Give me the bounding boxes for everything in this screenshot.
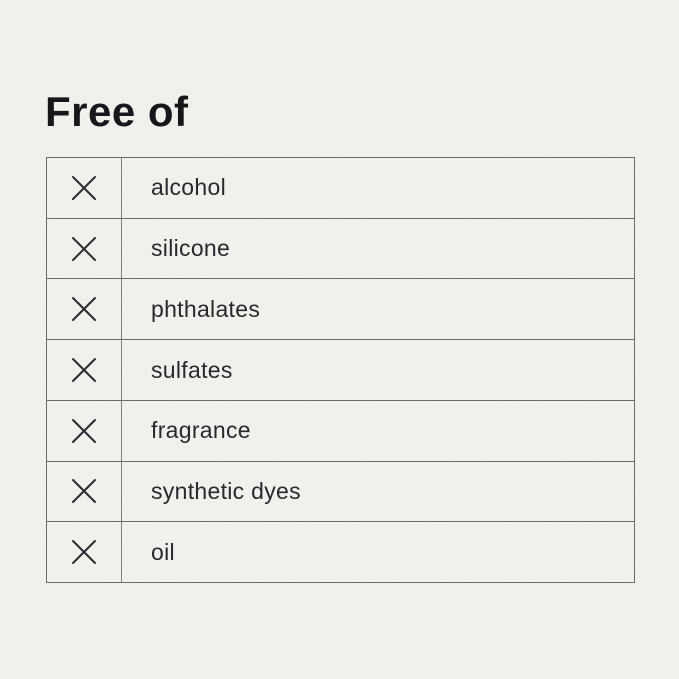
table-row bbox=[47, 219, 634, 280]
table-row bbox=[47, 401, 634, 462]
mark-cell bbox=[47, 401, 122, 461]
mark-cell bbox=[47, 522, 122, 582]
page-title: Free of bbox=[45, 88, 189, 135]
row-label: synthetic dyes bbox=[151, 477, 301, 504]
x-mark-icon bbox=[71, 478, 97, 504]
x-mark-icon bbox=[71, 357, 97, 383]
free-of-table bbox=[46, 157, 635, 583]
x-mark-icon bbox=[71, 175, 97, 201]
x-mark-icon bbox=[71, 236, 97, 262]
row-label: silicone bbox=[151, 235, 231, 262]
mark-cell bbox=[47, 462, 122, 522]
mark-cell bbox=[47, 219, 122, 279]
x-mark-icon bbox=[71, 418, 97, 444]
row-label: alcohol bbox=[151, 174, 226, 201]
mark-cell bbox=[47, 279, 122, 339]
mark-cell bbox=[47, 158, 122, 218]
table-row bbox=[47, 462, 634, 523]
table-row bbox=[47, 158, 634, 219]
x-mark-icon bbox=[71, 296, 97, 322]
row-label: oil bbox=[151, 538, 175, 565]
table-row bbox=[47, 522, 634, 582]
table-row bbox=[47, 279, 634, 340]
row-label: sulfates bbox=[151, 356, 233, 383]
table-row bbox=[47, 340, 634, 401]
x-mark-icon bbox=[71, 539, 97, 565]
row-label: fragrance bbox=[151, 417, 251, 444]
mark-cell bbox=[47, 340, 122, 400]
row-label: phthalates bbox=[151, 295, 261, 322]
